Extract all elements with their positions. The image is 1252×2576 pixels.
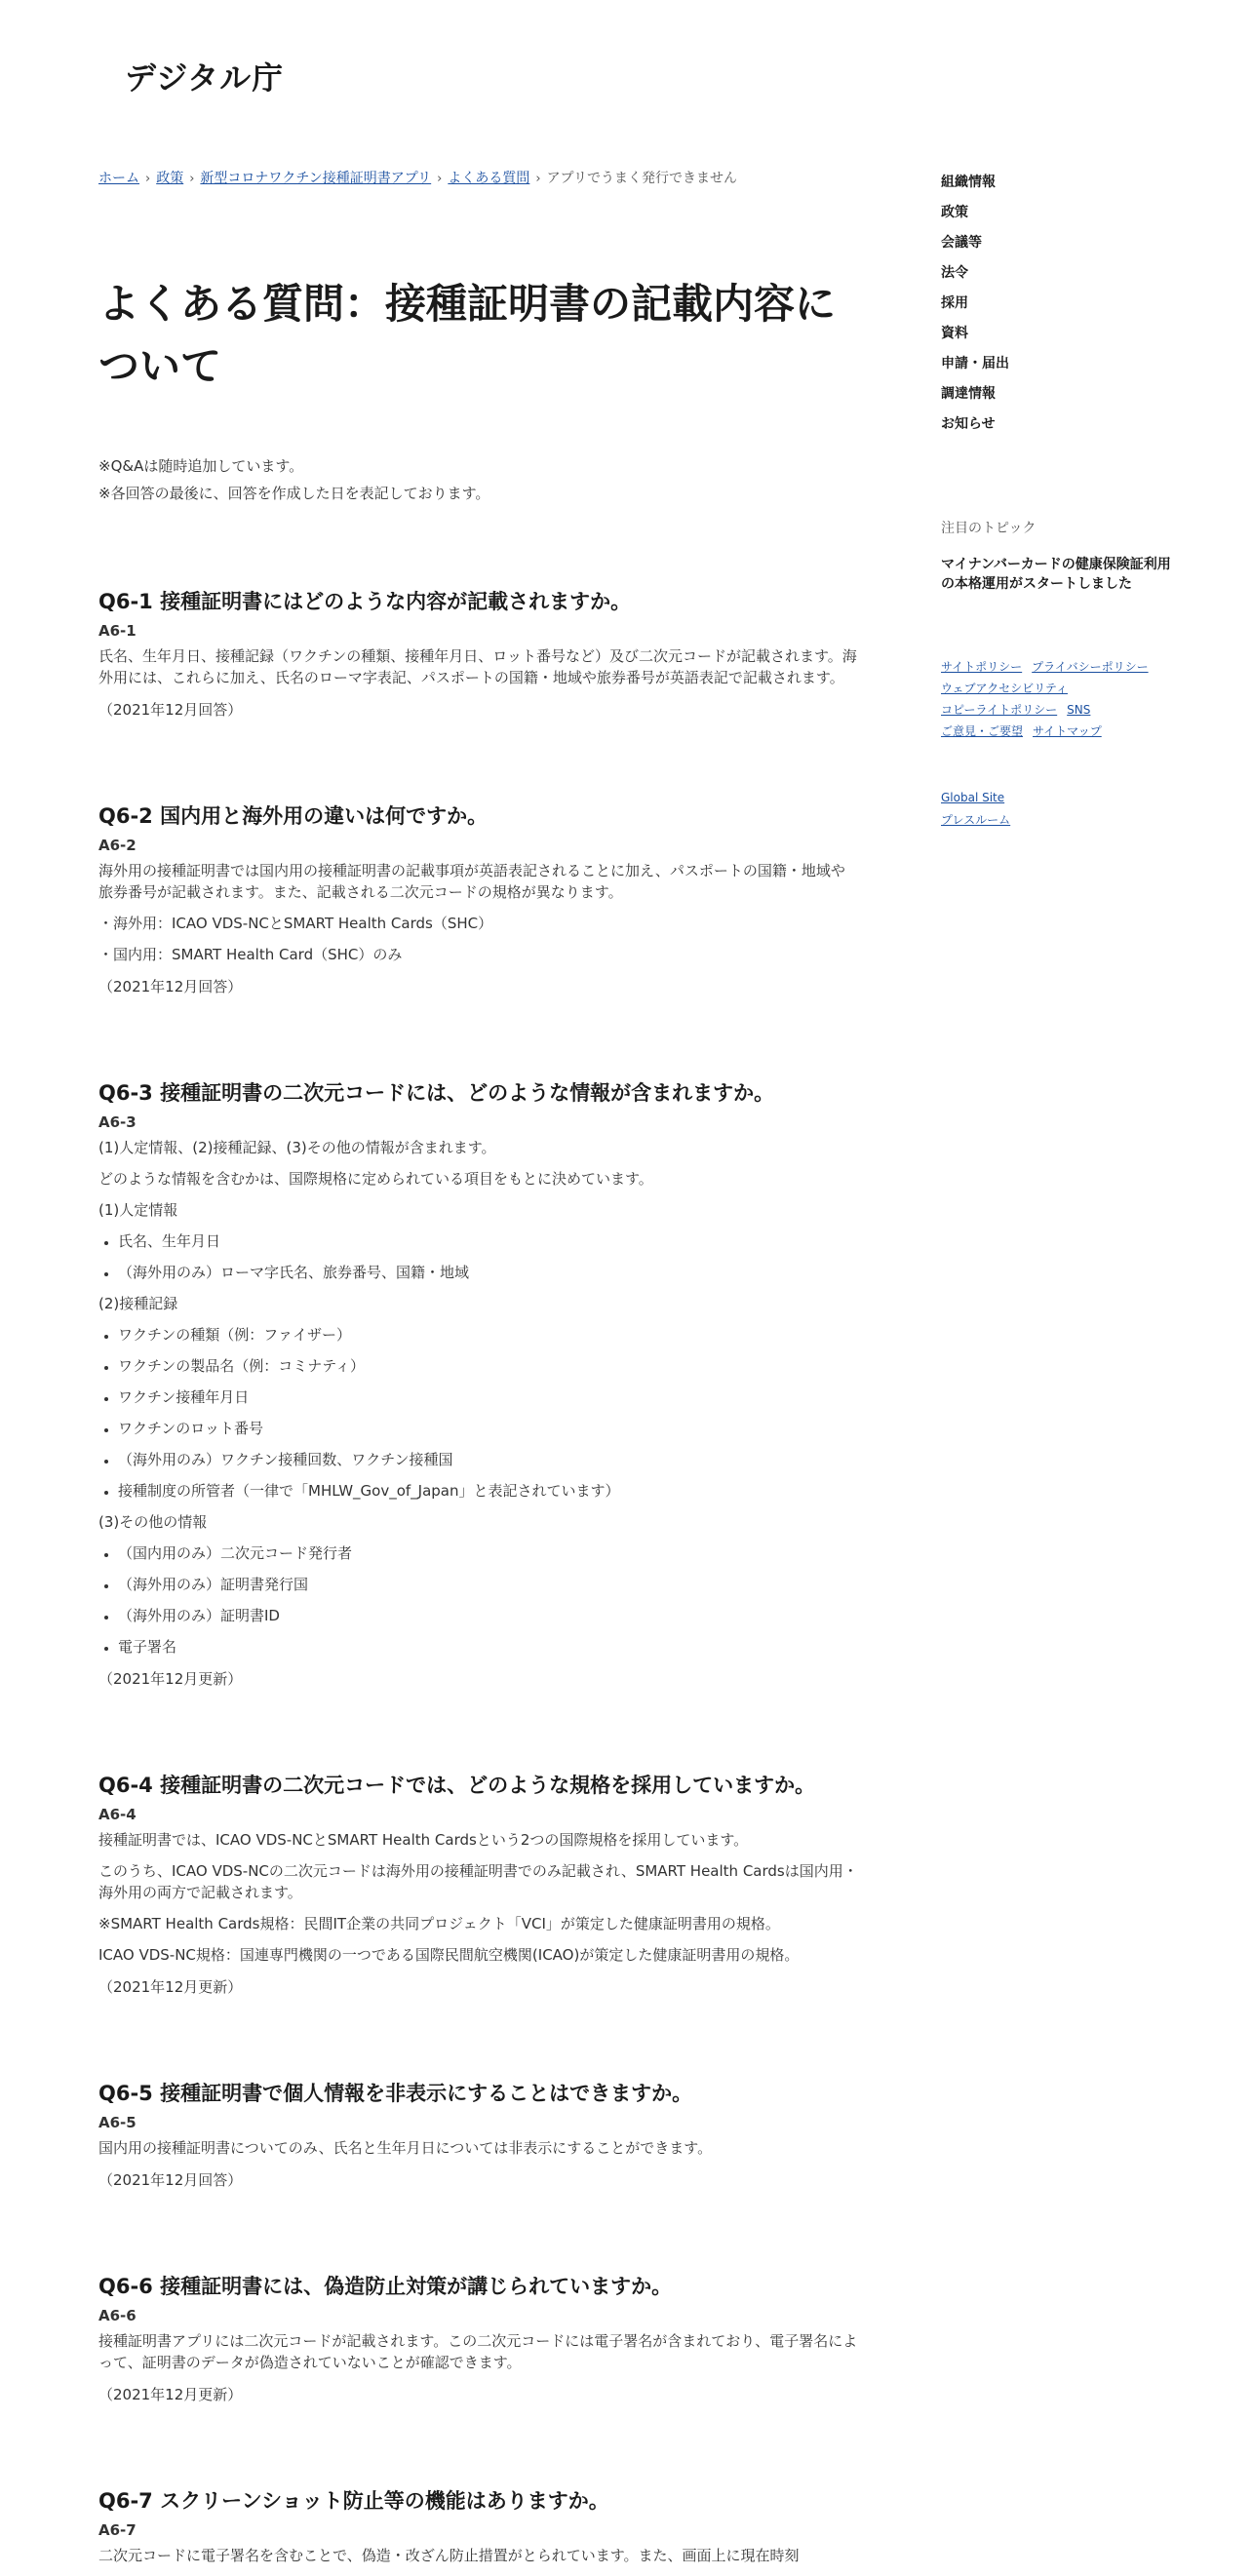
question-heading: Q6-7 スクリーンショット防止等の機能はありますか。: [98, 2489, 609, 2513]
list-item: • 電子署名: [118, 1636, 859, 1658]
list-heading: (3)その他の情報: [98, 1513, 208, 1531]
chevron-right-icon: ›: [535, 172, 541, 186]
list-item: • （海外用のみ）証明書ID: [118, 1605, 859, 1626]
answer-label: A6-2: [98, 837, 137, 854]
secondary-links: [941, 787, 1175, 832]
answer-date: （2021年12月回答）: [98, 701, 243, 719]
nav-documents[interactable]: 資料: [941, 326, 968, 341]
site-policy-link[interactable]: サイトポリシー: [941, 660, 1023, 674]
question-heading: Q6-5 接種証明書で個人情報を非表示にすることはできますか。: [98, 2082, 693, 2105]
answer-date: （2021年12月回答）: [98, 2171, 243, 2189]
breadcrumb-vaccine-app[interactable]: 新型コロナワクチン接種証明書アプリ: [200, 171, 432, 186]
question-heading: Q6-1 接種証明書にはどのような内容が記載されますか。: [98, 590, 632, 613]
qa-item: [98, 2079, 859, 2192]
answer-label: A6-5: [98, 2114, 137, 2131]
breadcrumb: [98, 168, 859, 187]
qa-item: [98, 2272, 859, 2406]
list-item: • ワクチンの種類（例：ファイザー）: [118, 1324, 859, 1346]
answer-text: 二次元コードに電子署名を含むことで、偽造・改ざん防止措置がとられています。また、画面上に現在時刻: [98, 2547, 800, 2564]
list-item: • （海外用のみ）ローマ字氏名、旅券番号、国籍・地域: [118, 1262, 859, 1283]
answer-date: （2021年12月回答）: [98, 978, 243, 995]
list-item: • （海外用のみ）証明書発行国: [118, 1574, 859, 1595]
feedback-link[interactable]: ご意見・ご要望: [941, 724, 1024, 738]
answer-text: 国内用の接種証明書についてのみ、氏名と生年月日については非表示にすることができます。: [98, 2139, 713, 2157]
list-heading: (2)接種記録: [98, 1295, 178, 1312]
site-logo[interactable]: デジタル庁: [125, 59, 285, 97]
chevron-right-icon: ›: [189, 172, 195, 186]
qa-item: [98, 587, 859, 722]
nav-procurement[interactable]: 調達情報: [941, 386, 996, 402]
list-item: • ワクチンのロット番号: [118, 1418, 859, 1439]
qa-item: [98, 1078, 859, 1691]
bullet-list: [98, 1542, 859, 1658]
topic-label: 注目のトピック: [941, 521, 1037, 536]
answer-label: A6-4: [98, 1806, 137, 1823]
chevron-right-icon: ›: [145, 172, 151, 186]
nav-organization[interactable]: 組織情報: [941, 175, 996, 190]
question-heading: Q6-2 国内用と海外用の違いは何ですか。: [98, 804, 489, 828]
sidebar: [941, 168, 1175, 832]
answer-text: このうち、ICAO VDS-NCの二次元コードは海外用の接種証明書でのみ記載され、SMART Health Cardsは国内用・海外用の両方で記載されます。: [98, 1862, 858, 1901]
answer-text: 接種証明書アプリには二次元コードが記載されます。この二次元コードには電子署名が含まれており、電子署名によって、証明書のデータが偽造されていないことが確認できます。: [98, 2332, 858, 2371]
breadcrumb-home[interactable]: ホーム: [98, 171, 139, 186]
answer-label: A6-3: [98, 1113, 137, 1131]
question-heading: Q6-4 接種証明書の二次元コードでは、どのような規格を採用していますか。: [98, 1774, 816, 1797]
answer-label: A6-6: [98, 2307, 137, 2324]
chevron-right-icon: ›: [437, 172, 443, 186]
nav-laws[interactable]: 法令: [941, 265, 968, 281]
list-item: • （海外用のみ）ワクチン接種回数、ワクチン接種国: [118, 1449, 859, 1470]
answer-text: 海外用の接種証明書では国内用の接種証明書の記載事項が英語表記されることに加え、パスポートの国籍・地域や旅券番号が記載されます。また、記載される二次元コードの規格が異なります。: [98, 862, 845, 901]
list-item: • （国内用のみ）二次元コード発行者: [118, 1542, 859, 1564]
answer-text: ※SMART Health Cards規格：民間IT企業の共同プロジェクト「VCI」が策定した健康証明書用の規格。: [98, 1915, 780, 1932]
answer-date: （2021年12月更新）: [98, 1978, 243, 1996]
intro-note: ※Q&Aは随時追加しています。: [98, 457, 304, 475]
nav-recruitment[interactable]: 採用: [941, 295, 968, 311]
answer-date: （2021年12月更新）: [98, 2386, 243, 2403]
breadcrumb-current: アプリでうまく発行できません: [546, 171, 738, 186]
answer-text: 氏名、生年月日、接種記録（ワクチンの種類、接種年月日、ロット番号など）及び二次元コードが記載されます。海外用には、これらに加え、氏名のローマ字表記、パスポートの国籍・地域や旅券番号が英語表記で記載されます。: [98, 647, 857, 686]
global-site-link[interactable]: Global Site: [941, 791, 1005, 804]
question-heading: Q6-6 接種証明書には、偽造防止対策が講じられていますか。: [98, 2275, 673, 2298]
footer-links: [941, 656, 1175, 742]
nav-applications[interactable]: 申請・届出: [941, 356, 1009, 371]
list-item: • 接種制度の所管者（一律で「MHLW_Gov_of_Japan」と表記されています）: [118, 1480, 859, 1502]
question-heading: Q6-3 接種証明書の二次元コードには、どのような情報が含まれますか。: [98, 1081, 775, 1105]
list-heading: (1)人定情報: [98, 1201, 178, 1219]
intro-notes: [98, 452, 859, 507]
nav-meetings[interactable]: 会議等: [941, 235, 982, 251]
page-title: よくある質問：接種証明書の記載内容について: [98, 280, 837, 390]
qa-item: [98, 1771, 859, 1999]
answer-text: ・国内用：SMART Health Card（SHC）のみ: [98, 946, 403, 963]
answer-text: どのような情報を含むかは、国際規格に定められている項目をもとに決めています。: [98, 1170, 653, 1188]
bullet-list: [98, 1324, 859, 1502]
list-item: • ワクチンの製品名（例：コミナティ）: [118, 1355, 859, 1377]
nav-news[interactable]: お知らせ: [941, 416, 996, 432]
answer-text: 接種証明書では、ICAO VDS-NCとSMART Health Cardsという2つの国際規格を採用しています。: [98, 1831, 749, 1849]
answer-text: ・海外用：ICAO VDS-NCとSMART Health Cards（SHC）: [98, 915, 493, 932]
breadcrumb-policy[interactable]: 政策: [156, 171, 184, 186]
list-item: • 氏名、生年月日: [118, 1230, 859, 1252]
answer-date: （2021年12月更新）: [98, 1670, 243, 1688]
sns-link[interactable]: SNS: [1067, 703, 1091, 717]
main-content: [98, 168, 859, 2576]
nav-policy[interactable]: 政策: [941, 205, 968, 220]
answer-text: (1)人定情報、(2)接種記録、(3)その他の情報が含まれます。: [98, 1139, 496, 1156]
qa-item: [98, 2486, 859, 2566]
privacy-policy-link[interactable]: プライバシーポリシー: [1032, 660, 1149, 674]
sitemap-link[interactable]: サイトマップ: [1033, 724, 1102, 738]
topic-link[interactable]: マイナンバーカードの健康保険証利用の本格運用がスタートしました: [941, 557, 1171, 592]
copyright-policy-link[interactable]: コピーライトポリシー: [941, 703, 1058, 717]
web-accessibility-link[interactable]: ウェブアクセシビリティ: [941, 682, 1068, 695]
intro-note: ※各回答の最後に、回答を作成した日を表記しております。: [98, 485, 490, 502]
answer-text: ICAO VDS-NC規格：国連専門機関の一つである国際民間航空機関(ICAO)が策定した健康証明書用の規格。: [98, 1946, 800, 1964]
list-item: • ワクチン接種年月日: [118, 1386, 859, 1408]
press-room-link[interactable]: プレスルーム: [941, 813, 1011, 827]
bullet-list: [98, 1230, 859, 1283]
sidebar-nav: [941, 168, 1175, 440]
answer-label: A6-7: [98, 2521, 137, 2539]
qa-item: [98, 801, 859, 998]
answer-label: A6-1: [98, 622, 137, 640]
breadcrumb-faq[interactable]: よくある質問: [448, 171, 530, 186]
